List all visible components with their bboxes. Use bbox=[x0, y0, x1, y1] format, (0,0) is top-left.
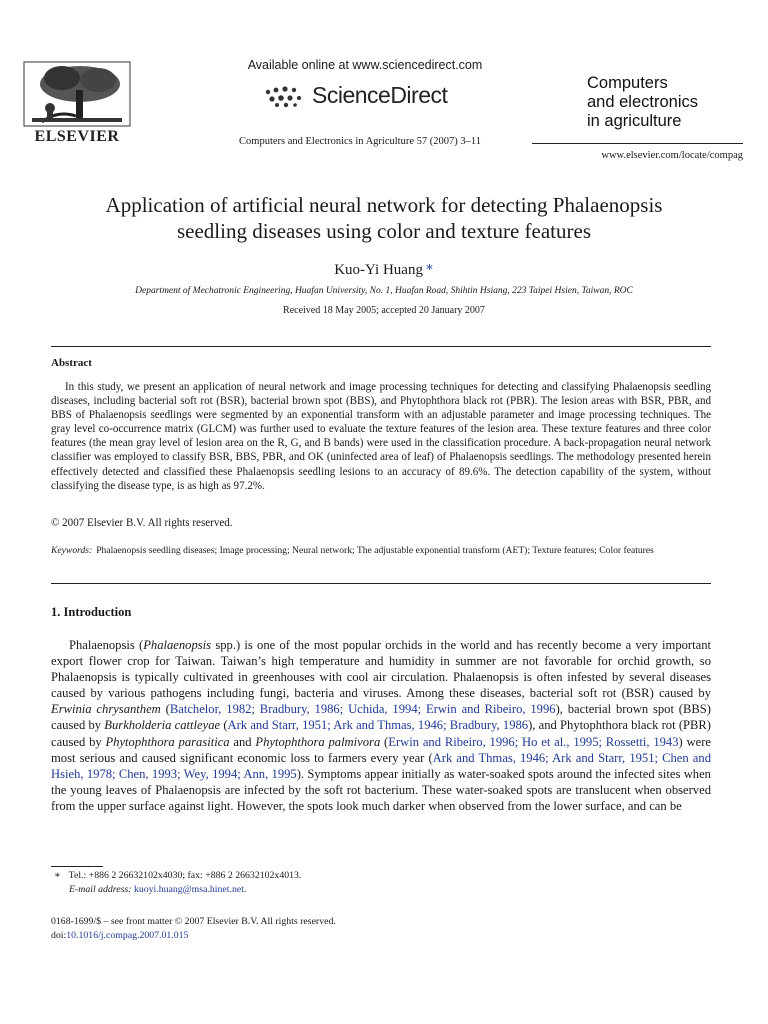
contact-text: Tel.: +886 2 26632102x4030; fax: +886 2 26632102x4013. bbox=[68, 870, 302, 881]
keywords-label: Keywords: bbox=[51, 545, 93, 556]
keywords bbox=[51, 544, 711, 558]
email-end: . bbox=[243, 884, 247, 895]
text: ( bbox=[380, 734, 389, 749]
journal-citation: Computers and Electronics in Agriculture 57 (2007) 3–11 bbox=[239, 136, 481, 147]
section-heading-introduction: 1. Introduction bbox=[51, 605, 132, 619]
text: ). Symptoms appear initially as water-soaked spots around the infected sites when the young leaves of Phalaenopsis are infected by the soft rot bacterium. These water-soaked spots are translucent when observed from the upper surface against light. However, the spots look much darker when observed from the lower surface, and can be bbox=[51, 766, 711, 813]
taxon: Phalaenopsis bbox=[143, 638, 212, 652]
footnote-divider bbox=[51, 866, 103, 867]
journal-title-line: Computers bbox=[587, 74, 668, 92]
doi-label: doi: bbox=[51, 930, 67, 941]
abstract-heading: Abstract bbox=[51, 357, 92, 369]
citation-link[interactable]: Ark and Starr, 1951; Ark and Thmas, 1946; Bradbury, 1986 bbox=[227, 718, 529, 733]
text: ), bacterial brown spot (BBS) caused by bbox=[51, 702, 711, 733]
received-dates: Received 18 May 2005; accepted 20 January 2007 bbox=[283, 305, 485, 316]
journal-title-line: and electronics bbox=[587, 93, 698, 111]
footnote-email bbox=[69, 884, 246, 895]
abstract-top-divider bbox=[51, 346, 711, 347]
title-line: Application of artificial neural network for detecting Phalaenopsis bbox=[105, 193, 663, 217]
sciencedirect-logo[interactable] bbox=[262, 82, 482, 112]
taxon: Phytophthora palmivora bbox=[255, 734, 381, 749]
author-name: Kuo-Yi Huang bbox=[334, 262, 423, 278]
header-divider bbox=[532, 143, 743, 144]
text: ( bbox=[160, 702, 170, 717]
sciencedirect-dots-icon bbox=[262, 86, 306, 108]
introduction-paragraph bbox=[51, 637, 711, 814]
citation-link[interactable]: Erwin and Ribeiro, 1996; Ho et al., 1995; Rossetti, 1943 bbox=[388, 734, 679, 749]
abstract-text: In this study, we present an application of neural network and image processing techniques for detecting and classifying Phalaenopsis seedling diseases, including bacterial soft rot (BSR), bacterial brown spot (BBS), and Phytophthora black rot (PBR). The lesion areas with BSR, PBR, and BBS of Phalaenopsis seedlings were segmented by an exponential transform with an adjustable parameter and image processing techniques. The gray level co-occurrence matrix (GLCM) was further used to evaluate the texture features of the lesion area. These texture features and three color features (the mean gray level of lesion area on the R, G, and B bands) were used in the classification procedure. A back-propagation neural network classifier was employed to classify BSR, BBS, PBR, and OK (uninfected area of leaf) of Phalaenopsis seedlings. The methodology presented herein effectively detected and classified these Phalaenopsis seedling lesions to an accuracy of 89.6%. The detection capability of the system, without classifying the disease type, is as high as 97.2%. bbox=[51, 381, 711, 492]
text: ) were most serious and caused significant economic loss to farmers every year ( bbox=[51, 734, 711, 765]
journal-title-line: in agriculture bbox=[587, 112, 682, 130]
text: ( bbox=[220, 718, 228, 733]
article-title bbox=[40, 192, 728, 244]
text: and bbox=[229, 734, 256, 749]
text: spp.) is one of the most popular orchids in the world and has recently become a very important export flower crop for Taiwan. Taiwan’s high temperature and humidity in summer are not favorable for orchid growth, so Phalaenopsis is typically cultivated in greenhouses with cool air circulation. Phalaenopsis is often infested by several diseases caused by various pathogens including fungi, bacteria and viruses. Among these diseases, bacterial soft rot (BSR) caused by bbox=[51, 638, 711, 701]
text: Phalaenopsis ( bbox=[69, 638, 144, 652]
abstract-copyright: © 2007 Elsevier B.V. All rights reserved. bbox=[51, 517, 233, 529]
author-line bbox=[0, 259, 768, 279]
taxon: Erwinia chrysanthem bbox=[51, 702, 161, 717]
sciencedirect-wordmark: ScienceDirect bbox=[312, 82, 448, 108]
publisher-name: ELSEVIER bbox=[34, 128, 120, 145]
taxon: Phytophthora parasitica bbox=[105, 734, 230, 749]
journal-title bbox=[587, 74, 698, 131]
affiliation: Department of Mechatronic Engineering, Huafan University, No. 1, Huafan Road, Shihtin Hsiang, 223 Taipei Hsien, Taiwan, ROC bbox=[135, 286, 633, 296]
taxon: Burkholderia cattleyae bbox=[104, 718, 221, 733]
available-online-text[interactable]: Available online at www.sciencedirect.com bbox=[247, 58, 483, 72]
journal-url-link[interactable]: www.elsevier.com/locate/compag bbox=[601, 150, 743, 161]
doi-link[interactable]: 10.1016/j.compag.2007.01.015 bbox=[66, 930, 189, 941]
citation-link[interactable]: Batchelor, 1982; Bradbury, 1986; Uchida, 1994; Erwin and Ribeiro, 1996 bbox=[169, 702, 556, 717]
keywords-list: Phalaenopsis seedling diseases; Image processing; Neural network; The adjustable exponential transform (AET); Texture features; Color features bbox=[96, 545, 654, 556]
title-line: seedling diseases using color and texture features bbox=[176, 219, 592, 243]
email-label: E-mail address: bbox=[69, 884, 132, 895]
abstract-bottom-divider bbox=[51, 583, 711, 584]
email-link[interactable]: kuoyi.huang@msa.hinet.net bbox=[133, 884, 244, 895]
text: ), and Phytophthora black rot (PBR) caused by bbox=[51, 718, 712, 749]
author-footnote-link[interactable]: ∗ bbox=[424, 259, 434, 274]
issn-line: 0168-1699/$ – see front matter © 2007 Elsevier B.V. All rights reserved. bbox=[51, 916, 336, 927]
citation-link[interactable]: Ark and Thmas, 1946; Ark and Starr, 1951; Chen and Hsieh, 1978; Chen, 1993; Wey, 1994; Ann, 1995 bbox=[51, 750, 711, 781]
footnote-marker: ∗ bbox=[54, 870, 61, 881]
footnote-contact bbox=[54, 870, 302, 881]
doi-line bbox=[51, 930, 188, 941]
